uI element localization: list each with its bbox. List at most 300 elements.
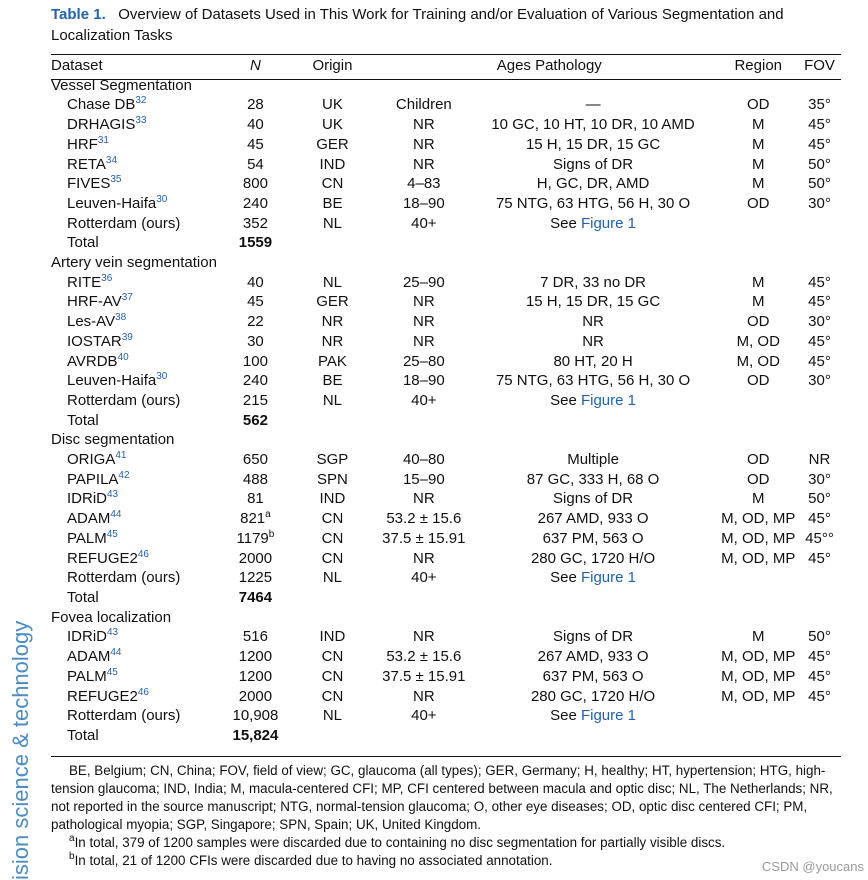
region-cell — [718, 214, 798, 234]
dataset-name: Rotterdam (ours) — [67, 214, 181, 232]
region-cell: M, OD, MP — [721, 667, 796, 685]
n-cell — [226, 647, 285, 667]
section-row — [51, 430, 841, 450]
origin-cell: PAK — [317, 352, 347, 370]
table-row — [51, 332, 841, 352]
dataset-name: PALM — [67, 667, 107, 685]
citation-ref: 35 — [110, 174, 122, 186]
origin-cell: UK — [322, 116, 343, 134]
journal-sidebar-text: ision science & technology — [8, 620, 33, 880]
pathology-cell — [468, 391, 719, 411]
fov-cell: 50° — [808, 490, 831, 508]
n-value: 1179 — [236, 529, 269, 547]
citation-ref: 41 — [115, 450, 127, 462]
n-cell — [226, 549, 285, 569]
dataset-cell — [51, 95, 226, 115]
dataset-name: Chase DB — [67, 96, 136, 114]
table-row — [51, 115, 841, 135]
region-cell — [718, 391, 798, 411]
footnote-b-mark: b — [69, 851, 75, 862]
n-cell — [226, 332, 285, 352]
ages-cell: NR — [413, 155, 435, 173]
empty-cell — [285, 588, 380, 608]
ages-cell: 40–80 — [402, 451, 445, 469]
n-value: 28 — [247, 96, 264, 114]
empty-cell — [285, 233, 380, 253]
ages-cell: 40+ — [411, 569, 437, 587]
dataset-name: AVRDB — [67, 352, 118, 370]
n-value: 100 — [242, 352, 268, 370]
table-row — [51, 450, 841, 470]
fov-cell — [798, 568, 841, 588]
n-cell — [226, 706, 285, 726]
origin-cell: IND — [319, 155, 346, 173]
dataset-cell — [51, 194, 226, 214]
ages-cell: Children — [395, 96, 452, 114]
table-row — [51, 292, 841, 312]
table-row — [51, 470, 841, 490]
footnote-a — [51, 834, 846, 852]
citation-ref: 32 — [135, 95, 147, 107]
pathology-cell: 637 PM, 563 O — [542, 667, 644, 685]
ages-cell: NR — [413, 293, 435, 311]
ages-cell: 18–90 — [402, 194, 445, 212]
n-value: 215 — [242, 391, 268, 409]
figure-link[interactable]: Figure 1 — [580, 214, 636, 232]
total-value: 15,824 — [232, 726, 279, 744]
n-cell — [226, 292, 285, 312]
origin-cell: CN — [321, 648, 344, 666]
fov-cell: 35° — [808, 96, 831, 114]
n-value: 22 — [247, 313, 264, 331]
region-cell: OD — [747, 372, 770, 390]
n-cell — [226, 509, 285, 529]
fov-cell — [798, 214, 841, 234]
dataset-name: RETA — [67, 155, 106, 173]
dataset-cell — [51, 391, 226, 411]
total-label: Total — [67, 726, 99, 744]
pathology-cell — [468, 214, 719, 234]
origin-cell: NL — [322, 391, 343, 409]
citation-ref: 45 — [106, 528, 118, 540]
ages-cell: NR — [413, 549, 435, 567]
empty-cell — [380, 411, 468, 431]
pathology-cell: 75 NTG, 63 HTG, 56 H, 30 O — [495, 372, 691, 390]
pathology-cell: 280 GC, 1720 H/O — [530, 687, 656, 705]
n-cell — [226, 489, 285, 509]
dataset-name: IDRiD — [67, 628, 107, 646]
table-row — [51, 489, 841, 509]
n-value: 54 — [247, 155, 264, 173]
empty-cell — [718, 233, 798, 253]
fov-cell: 45° — [808, 273, 831, 291]
empty-cell — [718, 726, 798, 746]
table-row — [51, 273, 841, 293]
origin-cell: SGP — [316, 451, 349, 469]
empty-cell — [798, 233, 841, 253]
n-value: 81 — [247, 490, 264, 508]
origin-cell: CN — [321, 510, 344, 528]
abbreviations-note: BE, Belgium; CN, China; FOV, field of view; GC, glaucoma (all types); GER, Germany; H, healthy; HT, hypertension; HTG, high-tension glaucoma; IND, India; M, macula-centered CFI; MP, CFI centered between macula and optic disc; NL, The Netherlands; NR, not reported in the source manuscript; NTG, normal-tension glaucoma; O, other eye diseases; OD, optic disc centered CFI; PM, pathological myopia; SGP, Singapore; SPN, Spain; UK, United Kingdom. — [51, 763, 833, 832]
fov-cell — [798, 706, 841, 726]
empty-cell — [798, 411, 841, 431]
empty-cell — [468, 411, 719, 431]
citation-ref: 33 — [135, 115, 147, 127]
n-value: 516 — [242, 628, 268, 646]
footnote-b — [51, 852, 846, 870]
table-row — [51, 214, 841, 234]
top-rule — [51, 54, 841, 55]
table-row — [51, 568, 841, 588]
citation-ref: 44 — [110, 509, 122, 521]
n-cell — [226, 155, 285, 175]
citation-ref: 46 — [137, 548, 149, 560]
pathology-cell: 75 NTG, 63 HTG, 56 H, 30 O — [495, 194, 691, 212]
dataset-cell — [51, 155, 226, 175]
table-row — [51, 391, 841, 411]
citation-ref: 43 — [107, 489, 119, 501]
citation-ref: 45 — [106, 666, 118, 678]
pathology-cell: 15 H, 15 DR, 15 GC — [525, 293, 661, 311]
total-row — [51, 233, 841, 253]
table-row — [51, 687, 841, 707]
region-cell — [718, 568, 798, 588]
fov-cell: 45° — [808, 332, 831, 350]
region-cell: M — [752, 628, 765, 646]
region-cell: M, OD, MP — [721, 549, 796, 567]
pathology-cell: 87 GC, 333 H, 68 O — [526, 470, 660, 488]
n-value: 240 — [242, 372, 268, 390]
origin-cell: CN — [321, 667, 344, 685]
fov-cell — [798, 391, 841, 411]
ages-cell: 25–90 — [402, 273, 445, 291]
n-cell — [226, 115, 285, 135]
n-footnote-mark: a — [265, 509, 271, 521]
total-row — [51, 588, 841, 608]
fov-cell: 45° — [808, 135, 831, 153]
citation-ref: 34 — [105, 154, 118, 166]
origin-cell: IND — [319, 628, 346, 646]
n-value: 821 — [240, 510, 266, 528]
table-row — [51, 706, 841, 726]
total-row — [51, 726, 841, 746]
table-row — [51, 194, 841, 214]
fov-cell: 50° — [808, 628, 831, 646]
dataset-name: Leuven-Haifa — [67, 194, 157, 212]
datasets-table — [51, 56, 841, 746]
citation-ref: 43 — [107, 627, 119, 639]
n-cell — [226, 667, 285, 687]
n-cell — [226, 214, 285, 234]
region-cell: M — [752, 116, 765, 134]
dataset-name: PAPILA — [67, 470, 119, 488]
origin-cell: GER — [316, 293, 349, 311]
table-notes — [51, 762, 846, 870]
region-cell: M, OD — [736, 352, 780, 370]
section-title: Fovea localization — [51, 608, 172, 626]
origin-cell: NR — [321, 332, 344, 350]
origin-cell: GER — [316, 135, 349, 153]
fov-cell: 45° — [808, 648, 831, 666]
n-cell — [226, 352, 285, 372]
fov-cell: 30° — [808, 194, 831, 212]
dataset-cell — [51, 292, 226, 312]
dataset-cell — [51, 509, 226, 529]
table-body — [51, 76, 841, 746]
empty-cell — [380, 233, 468, 253]
n-cell — [226, 174, 285, 194]
n-value: 45 — [247, 135, 264, 153]
ages-cell: 40+ — [411, 391, 437, 409]
table-row — [51, 627, 841, 647]
ages-cell: 53.2 ± 15.6 — [386, 648, 462, 666]
origin-cell: CN — [321, 687, 344, 705]
section-title: Vessel Segmentation — [51, 76, 192, 94]
fov-cell: 45° — [808, 510, 831, 528]
ages-cell: NR — [413, 687, 435, 705]
ages-cell: 53.2 ± 15.6 — [386, 510, 462, 528]
region-cell: M — [752, 135, 765, 153]
section-row — [51, 253, 841, 273]
dataset-cell — [51, 332, 226, 352]
section-row — [51, 608, 841, 628]
origin-cell: NL — [322, 569, 343, 587]
col-origin: Origin — [312, 57, 353, 74]
n-footnote-mark: b — [268, 528, 275, 540]
fov-cell: 45° — [808, 116, 831, 134]
origin-cell: NL — [322, 214, 343, 232]
n-cell — [226, 371, 285, 391]
origin-cell: BE — [322, 372, 343, 390]
n-cell — [226, 450, 285, 470]
region-cell: OD — [747, 451, 770, 469]
origin-cell: NL — [322, 707, 343, 725]
dataset-cell — [51, 115, 226, 135]
dataset-cell — [51, 706, 226, 726]
table-row — [51, 352, 841, 372]
n-value: 45 — [247, 293, 264, 311]
dataset-cell — [51, 352, 226, 372]
ages-cell: 25–80 — [402, 352, 445, 370]
region-cell: M, OD, MP — [721, 648, 796, 666]
fov-cell: 45° — [808, 352, 831, 370]
dataset-cell — [51, 549, 226, 569]
table-row — [51, 95, 841, 115]
origin-cell: BE — [322, 194, 343, 212]
pathology-cell: NR — [582, 332, 604, 350]
n-value: 800 — [242, 175, 268, 193]
n-cell — [226, 95, 285, 115]
ages-cell: NR — [413, 313, 435, 331]
footnote-a-mark: a — [69, 833, 75, 844]
citation-ref: 31 — [97, 134, 109, 146]
bottom-rule — [51, 756, 841, 757]
citation-ref: 30 — [156, 371, 168, 383]
total-value: 7464 — [238, 588, 273, 606]
origin-cell: CN — [321, 549, 344, 567]
pathology-cell — [468, 568, 719, 588]
dataset-name: ADAM — [67, 510, 111, 528]
dataset-name: PALM — [67, 529, 107, 547]
ages-cell: NR — [413, 490, 435, 508]
table-row — [51, 549, 841, 569]
ages-cell: 40+ — [411, 214, 437, 232]
pathology-cell: — — [585, 96, 601, 114]
dataset-cell — [51, 687, 226, 707]
n-value: 2000 — [238, 687, 273, 705]
region-cell: M, OD — [736, 332, 780, 350]
empty-cell — [468, 726, 719, 746]
pathology-cell: 7 DR, 33 no DR — [540, 273, 646, 291]
table-row — [51, 312, 841, 332]
pathology-cell: 267 AMD, 933 O — [537, 648, 649, 666]
origin-cell: IND — [319, 490, 346, 508]
pathology-text: See — [550, 214, 581, 232]
dataset-name: ADAM — [67, 648, 111, 666]
dataset-cell — [51, 174, 226, 194]
ages-cell: 37.5 ± 15.91 — [382, 667, 466, 685]
dataset-name: DRHAGIS — [67, 116, 136, 134]
ages-cell: NR — [413, 628, 435, 646]
fov-cell: 30° — [808, 313, 831, 331]
empty-cell — [798, 588, 841, 608]
region-cell: M — [752, 293, 765, 311]
region-cell — [718, 706, 798, 726]
col-fov: FOV — [804, 57, 835, 74]
fov-cell: 30° — [808, 470, 831, 488]
dataset-name: REFUGE2 — [67, 687, 138, 705]
citation-ref: 39 — [121, 331, 133, 343]
table-caption — [51, 4, 851, 46]
col-ages-pathology: Ages Pathology — [496, 57, 602, 74]
origin-cell: SPN — [317, 470, 348, 488]
n-value: 10,908 — [232, 707, 279, 725]
empty-cell — [718, 411, 798, 431]
n-cell — [226, 194, 285, 214]
n-value: 1200 — [238, 667, 273, 685]
n-value: 40 — [247, 116, 264, 134]
pathology-cell: Signs of DR — [553, 490, 634, 508]
dataset-cell — [51, 470, 226, 490]
section-title: Artery vein segmentation — [51, 254, 217, 272]
empty-cell — [380, 726, 468, 746]
ages-cell: 40+ — [411, 707, 437, 725]
dataset-name: FIVES — [67, 175, 111, 193]
section-row — [51, 76, 841, 96]
col-region: Region — [734, 57, 783, 74]
figure-link[interactable]: Figure 1 — [580, 707, 636, 725]
figure-link[interactable]: Figure 1 — [580, 569, 636, 587]
pathology-cell: NR — [582, 313, 604, 331]
citation-ref: 36 — [101, 272, 113, 284]
n-cell — [226, 135, 285, 155]
fov-cell: NR — [808, 451, 831, 469]
dataset-cell — [51, 489, 226, 509]
dataset-cell — [51, 627, 226, 647]
dataset-cell — [51, 529, 226, 549]
table-header-row — [51, 56, 841, 76]
empty-cell — [285, 411, 380, 431]
ages-cell: NR — [413, 135, 435, 153]
dataset-name: IOSTAR — [67, 332, 122, 350]
fov-cell: 45° — [808, 549, 831, 567]
citation-ref: 38 — [115, 312, 127, 324]
empty-cell — [285, 726, 380, 746]
figure-link[interactable]: Figure 1 — [580, 391, 636, 409]
n-cell — [226, 391, 285, 411]
region-cell: M — [752, 155, 765, 173]
fov-cell: 45° — [808, 293, 831, 311]
n-value: 352 — [242, 214, 268, 232]
dataset-name: ORIGA — [67, 451, 116, 469]
origin-cell: CN — [321, 529, 344, 547]
dataset-cell — [51, 135, 226, 155]
pathology-text: See — [550, 569, 581, 587]
citation-ref: 44 — [110, 647, 122, 659]
table-title: Overview of Datasets Used in This Work for Training and/or Evaluation of Various Segmentation and Localization Tasks — [51, 6, 784, 44]
dataset-name: REFUGE2 — [67, 549, 138, 567]
total-value: 562 — [242, 411, 268, 429]
dataset-cell — [51, 647, 226, 667]
table-row — [51, 509, 841, 529]
n-cell — [226, 568, 285, 588]
total-label: Total — [67, 411, 99, 429]
pathology-cell: 267 AMD, 933 O — [537, 510, 649, 528]
pathology-cell — [468, 706, 719, 726]
pathology-cell: 637 PM, 563 O — [542, 529, 644, 547]
dataset-name: Les-AV — [67, 313, 116, 331]
dataset-cell — [51, 371, 226, 391]
n-cell — [226, 529, 285, 549]
table-row — [51, 371, 841, 391]
n-cell — [226, 687, 285, 707]
pathology-cell: Signs of DR — [553, 628, 634, 646]
fov-cell: 45° — [808, 667, 831, 685]
pathology-cell: 10 GC, 10 HT, 10 DR, 10 AMD — [491, 116, 695, 134]
citation-ref: 30 — [156, 193, 168, 205]
ages-cell: 37.5 ± 15.91 — [382, 529, 466, 547]
origin-cell: NR — [321, 313, 344, 331]
fov-cell: 30° — [808, 372, 831, 390]
fov-cell: 45°° — [805, 529, 834, 547]
region-cell: OD — [747, 313, 770, 331]
region-cell: M, OD, MP — [721, 529, 796, 547]
ages-cell: NR — [413, 116, 435, 134]
ages-cell: 18–90 — [402, 372, 445, 390]
pathology-text: See — [550, 707, 581, 725]
n-cell — [226, 470, 285, 490]
table-row — [51, 647, 841, 667]
table-row — [51, 529, 841, 549]
dataset-name: Rotterdam (ours) — [67, 569, 181, 587]
table-row — [51, 174, 841, 194]
pathology-cell: 15 H, 15 DR, 15 GC — [525, 135, 661, 153]
total-value: 1559 — [238, 234, 273, 252]
region-cell: M — [752, 490, 765, 508]
n-value: 650 — [242, 451, 268, 469]
footnote-a-text: In total, 379 of 1200 samples were discarded due to containing no disc segmentation for partially visible discs. — [74, 835, 726, 850]
ages-cell: 15–90 — [402, 470, 445, 488]
ages-cell: 4–83 — [407, 175, 441, 193]
pathology-text: See — [550, 391, 581, 409]
citation-ref: 37 — [121, 292, 133, 304]
n-value: 40 — [247, 273, 264, 291]
pathology-cell: H, GC, DR, AMD — [536, 175, 650, 193]
region-cell: M — [752, 273, 765, 291]
n-value: 1200 — [238, 648, 273, 666]
watermark: CSDN @youcans — [761, 859, 864, 874]
dataset-cell — [51, 568, 226, 588]
